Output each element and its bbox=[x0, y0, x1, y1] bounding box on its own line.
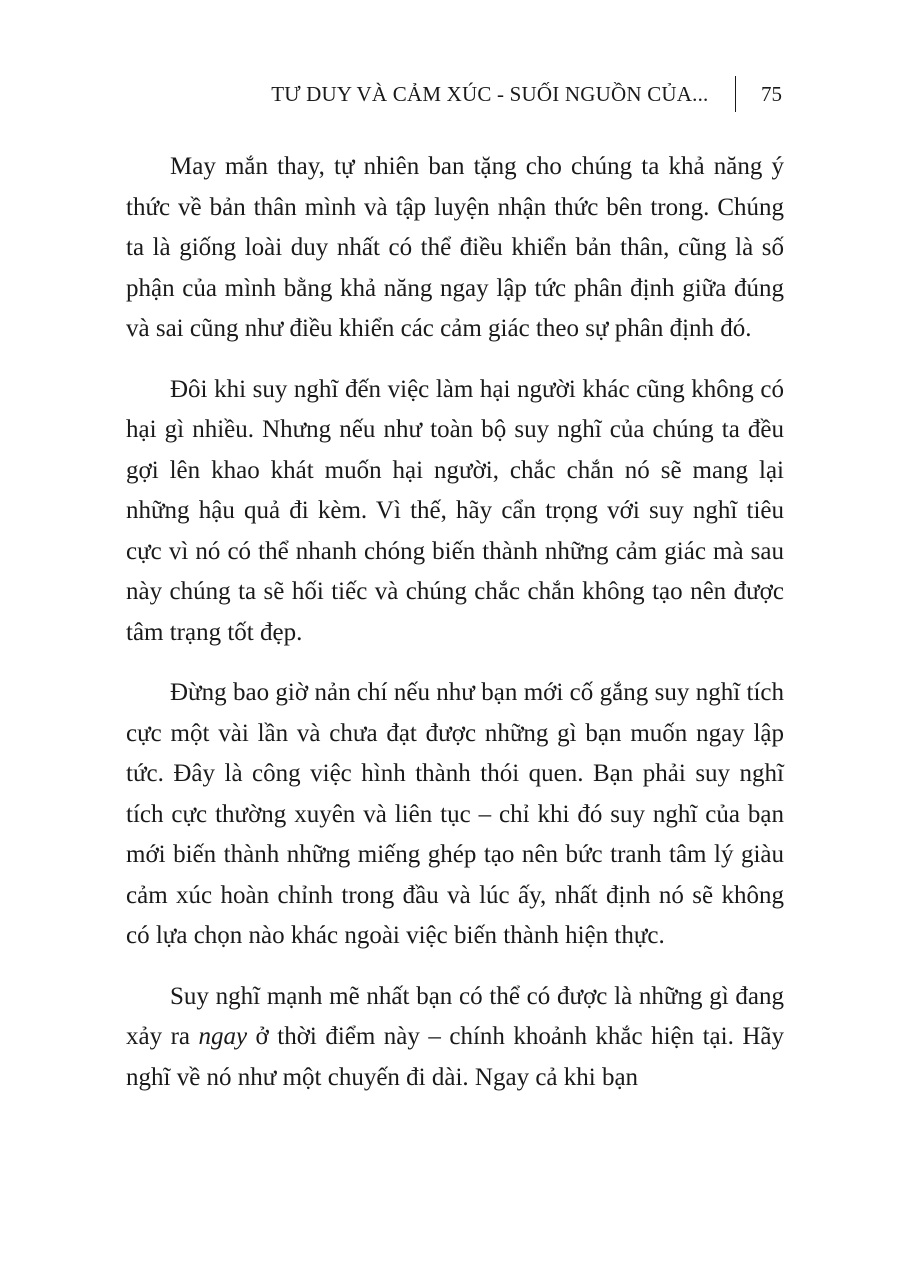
page-number: 75 bbox=[761, 81, 782, 106]
running-title: TƯ DUY VÀ CẢM XÚC - SUỐI NGUỒN CỦA... bbox=[271, 81, 709, 106]
paragraph-4-text-start: Suy nghĩ mạnh mẽ nhất bạn có thể có được là những gì đang xảy ra bbox=[126, 982, 784, 1050]
paragraph-2: Đôi khi suy nghĩ đến việc làm hại người khác cũng không có hại gì nhiều. Nhưng nếu như toàn bộ suy nghĩ của chúng ta đều gợi lên khao khát muốn hại người, chắc chắn nó sẽ mang lại những hậu quả đi kèm. Vì thế, hãy cẩn trọng với suy nghĩ tiêu cực vì nó có thể nhanh chóng biến thành những cảm giác mà sau này chúng ta sẽ hối tiếc và chúng chắc chắn không tạo nên được tâm trạng tốt đẹp. bbox=[126, 375, 784, 646]
running-header bbox=[120, 76, 782, 112]
header-divider bbox=[735, 76, 737, 112]
paragraph-4-text-end: ở thời điểm này – chính khoảnh khắc hiện tại. Hãy nghĩ về nó như một chuyến đi dài. Ngay cả khi bạn bbox=[126, 1023, 784, 1091]
body-text bbox=[126, 147, 784, 1098]
paragraph-3: Đừng bao giờ nản chí nếu như bạn mới cố gắng suy nghĩ tích cực một vài lần và chưa đạt được những gì bạn muốn ngay lập tức. Đây là công việc hình thành thói quen. Bạn phải suy nghĩ tích cực thường xuyên và liên tục – chỉ khi đó suy nghĩ của bạn mới biến thành những miếng ghép tạo nên bức tranh tâm lý giàu cảm xúc hoàn chỉnh trong đầu và lúc ấy, nhất định nó sẽ không có lựa chọn nào khác ngoài việc biến thành hiện thực. bbox=[126, 679, 784, 949]
paragraph-4 bbox=[126, 977, 784, 1099]
paragraph-1: May mắn thay, tự nhiên ban tặng cho chúng ta khả năng ý thức về bản thân mình và tập luyện nhận thức bên trong. Chúng ta là giống loài duy nhất có thể điều khiển bản thân, cũng là số phận của mình bằng khả năng ngay lập tức phân định giữa đúng và sai cũng như điều khiển các cảm giác theo sự phân định đó. bbox=[126, 153, 784, 342]
emphasis-text: ngay bbox=[198, 1023, 248, 1050]
